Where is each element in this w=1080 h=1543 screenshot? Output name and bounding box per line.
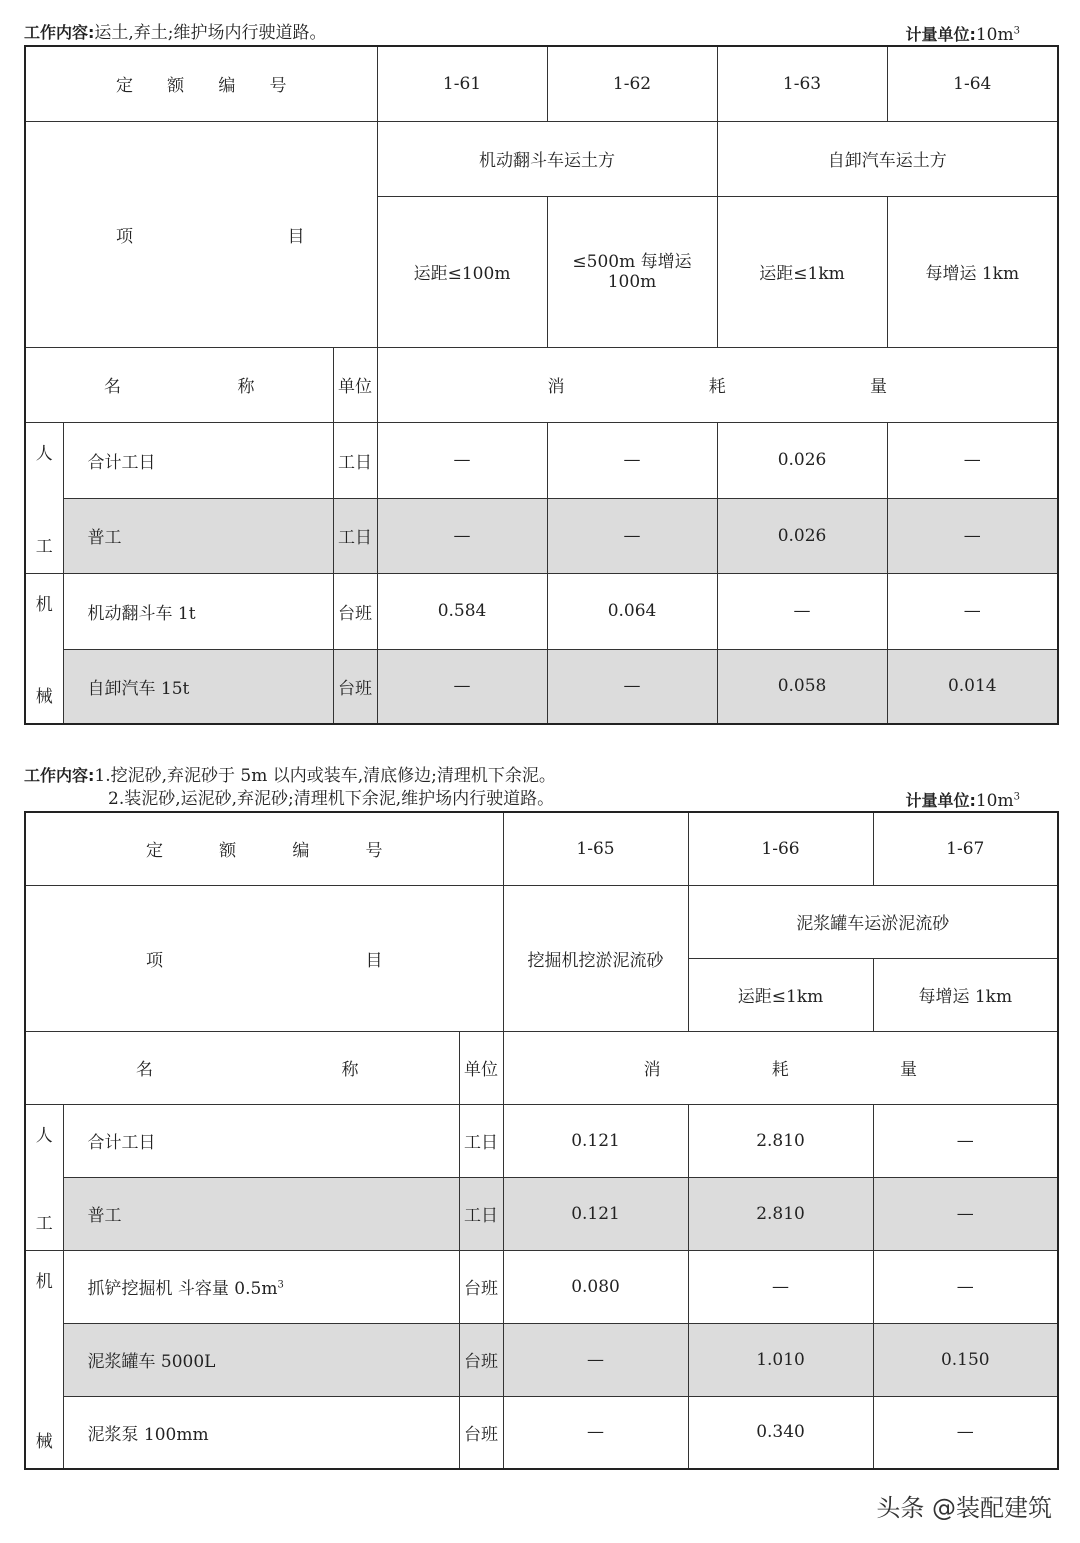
work-content-header-2 xyxy=(24,765,556,787)
label-char: 名 xyxy=(104,377,121,397)
group-header: 自卸汽车运土方 xyxy=(717,121,1058,196)
category-char: 机 xyxy=(35,594,53,615)
row-name: 机动翻斗车 1t xyxy=(63,573,333,649)
label-char: 项 xyxy=(146,950,163,971)
item-label xyxy=(25,885,503,1031)
measure-unit-label: 计量单位: xyxy=(905,25,976,44)
subhead: 运距≤100m xyxy=(377,196,547,347)
row-name: 泥浆罐车 5000L xyxy=(63,1323,459,1396)
quota-code: 1-66 xyxy=(688,812,873,885)
table-row xyxy=(25,649,1058,724)
row-name xyxy=(63,1250,459,1323)
quota-table-2 xyxy=(24,811,1059,1470)
row-value: 0.080 xyxy=(503,1250,688,1323)
work-content-label: 工作内容: xyxy=(24,23,95,42)
label-char: 量 xyxy=(900,1060,918,1080)
quota-code: 1-61 xyxy=(377,46,547,121)
measure-unit-sup: 3 xyxy=(1013,791,1020,803)
label-char: 耗 xyxy=(708,377,726,397)
subhead: 每增运 1km xyxy=(887,196,1058,347)
row-value: — xyxy=(377,422,547,498)
label-char: 消 xyxy=(547,377,565,397)
row-unit: 工日 xyxy=(333,498,377,573)
table-row xyxy=(25,1104,1058,1177)
row-value: 0.584 xyxy=(377,573,547,649)
group-header: 泥浆罐车运淤泥流砂 xyxy=(688,885,1058,958)
row-value: 0.121 xyxy=(503,1104,688,1177)
label-char: 编 xyxy=(218,76,236,97)
quota-code-row xyxy=(25,46,1058,121)
row-value: 2.810 xyxy=(688,1104,873,1177)
category-labor xyxy=(25,1104,63,1250)
name-label xyxy=(25,1031,459,1104)
row-value: — xyxy=(547,498,717,573)
table-row xyxy=(25,422,1058,498)
group-header: 挖掘机挖淤泥流砂 xyxy=(503,885,688,1031)
quota-code-row xyxy=(25,812,1058,885)
row-value: — xyxy=(547,422,717,498)
consume-label xyxy=(503,1031,1058,1104)
row-value: — xyxy=(377,649,547,724)
label-char: 定 xyxy=(146,841,163,862)
row-value: — xyxy=(717,573,887,649)
row-value: — xyxy=(547,649,717,724)
row-unit: 工日 xyxy=(459,1177,503,1250)
row-unit: 台班 xyxy=(459,1250,503,1323)
item-label xyxy=(25,121,377,347)
label-char: 名 xyxy=(136,1060,153,1080)
name-header-row xyxy=(25,347,1058,422)
category-char: 工 xyxy=(35,1213,53,1234)
label-char: 称 xyxy=(237,377,255,397)
item-group-row xyxy=(25,885,1058,958)
row-name-sup: 3 xyxy=(277,1279,284,1291)
work-content-label: 工作内容: xyxy=(24,766,95,785)
work-content-line2-wrap xyxy=(108,788,554,810)
category-char: 工 xyxy=(35,536,53,557)
row-unit: 台班 xyxy=(459,1323,503,1396)
subhead: ≤500m 每增运 100m xyxy=(547,196,717,347)
label-char: 定 xyxy=(116,76,133,97)
table-row xyxy=(25,1250,1058,1323)
table-row xyxy=(25,498,1058,573)
group-header: 机动翻斗车运土方 xyxy=(377,121,717,196)
category-machinery xyxy=(25,573,63,724)
label-char: 号 xyxy=(365,841,383,862)
category-char: 械 xyxy=(35,1432,53,1452)
row-value: — xyxy=(887,422,1058,498)
name-label xyxy=(25,347,333,422)
table-row xyxy=(25,1177,1058,1250)
row-value: — xyxy=(873,1396,1058,1469)
unit-col-label: 单位 xyxy=(459,1031,503,1104)
row-value: — xyxy=(887,498,1058,573)
row-unit: 台班 xyxy=(333,649,377,724)
table-row xyxy=(25,1323,1058,1396)
label-char: 额 xyxy=(167,76,185,97)
measure-unit-value: 10m xyxy=(975,25,1014,45)
label-char: 项 xyxy=(116,226,133,247)
row-value: 0.064 xyxy=(547,573,717,649)
row-value: 0.058 xyxy=(717,649,887,724)
row-value: — xyxy=(873,1250,1058,1323)
quota-code: 1-64 xyxy=(887,46,1058,121)
label-char: 目 xyxy=(287,226,305,247)
label-char: 量 xyxy=(870,377,888,397)
row-name: 普工 xyxy=(63,1177,459,1250)
quota-code-label xyxy=(25,812,503,885)
table-row xyxy=(25,573,1058,649)
quota-code: 1-62 xyxy=(547,46,717,121)
unit-col-label: 单位 xyxy=(333,347,377,422)
quota-code-label xyxy=(25,46,377,121)
work-content-text: 运土,弃土;维护场内行驶道路。 xyxy=(94,23,327,43)
row-name: 合计工日 xyxy=(63,1104,459,1177)
row-unit: 工日 xyxy=(459,1104,503,1177)
quota-code: 1-65 xyxy=(503,812,688,885)
row-value: 1.010 xyxy=(688,1323,873,1396)
row-value: 0.014 xyxy=(887,649,1058,724)
category-machinery xyxy=(25,1250,63,1469)
row-value: 0.026 xyxy=(717,422,887,498)
row-value: 0.340 xyxy=(688,1396,873,1469)
subhead: 运距≤1km xyxy=(717,196,887,347)
item-group-row xyxy=(25,121,1058,196)
row-value: — xyxy=(377,498,547,573)
row-value: — xyxy=(503,1323,688,1396)
label-char: 额 xyxy=(219,841,237,862)
measure-unit-value: 10m xyxy=(975,791,1014,811)
measure-unit-2 xyxy=(905,788,1020,811)
category-labor xyxy=(25,422,63,573)
measure-unit-label: 计量单位: xyxy=(905,791,976,810)
subhead: 每增运 1km xyxy=(873,958,1058,1031)
row-name-text: 抓铲挖掘机 斗容量 0.5m xyxy=(87,1279,278,1299)
category-char: 人 xyxy=(35,1125,53,1146)
work-content-line2: 2.装泥砂,运泥砂,弃泥砂;清理机下余泥,维护场内行驶道路。 xyxy=(108,789,555,809)
category-char: 械 xyxy=(35,687,53,707)
work-content-header-1 xyxy=(24,22,327,44)
category-char: 机 xyxy=(35,1271,53,1292)
table-row xyxy=(25,1396,1058,1469)
quota-code: 1-63 xyxy=(717,46,887,121)
row-value: 0.026 xyxy=(717,498,887,573)
subhead: 运距≤1km xyxy=(688,958,873,1031)
row-value: 0.121 xyxy=(503,1177,688,1250)
work-content-line1: 1.挖泥砂,弃泥砂于 5m 以内或装车,清底修边;清理机下余泥。 xyxy=(94,766,556,786)
label-char: 消 xyxy=(643,1060,661,1080)
label-char: 编 xyxy=(292,841,310,862)
quota-code: 1-67 xyxy=(873,812,1058,885)
row-name: 自卸汽车 15t xyxy=(63,649,333,724)
row-name: 泥浆泵 100mm xyxy=(63,1396,459,1469)
row-value: — xyxy=(873,1104,1058,1177)
label-char: 耗 xyxy=(771,1060,789,1080)
label-char: 目 xyxy=(365,950,383,971)
row-unit: 台班 xyxy=(459,1396,503,1469)
label-char: 号 xyxy=(269,76,287,97)
row-value: 0.150 xyxy=(873,1323,1058,1396)
row-value: — xyxy=(887,573,1058,649)
row-value: — xyxy=(873,1177,1058,1250)
quota-table-1 xyxy=(24,45,1059,725)
category-char: 人 xyxy=(35,443,53,464)
name-header-row xyxy=(25,1031,1058,1104)
row-name: 普工 xyxy=(63,498,333,573)
consume-label xyxy=(377,347,1058,422)
row-unit: 工日 xyxy=(333,422,377,498)
row-value: — xyxy=(688,1250,873,1323)
watermark: 头条 @装配建筑 xyxy=(876,1494,1052,1522)
measure-unit-1 xyxy=(905,22,1020,45)
label-char: 称 xyxy=(341,1060,359,1080)
measure-unit-sup: 3 xyxy=(1013,25,1020,37)
row-value: — xyxy=(503,1396,688,1469)
row-value: 2.810 xyxy=(688,1177,873,1250)
row-name: 合计工日 xyxy=(63,422,333,498)
row-unit: 台班 xyxy=(333,573,377,649)
